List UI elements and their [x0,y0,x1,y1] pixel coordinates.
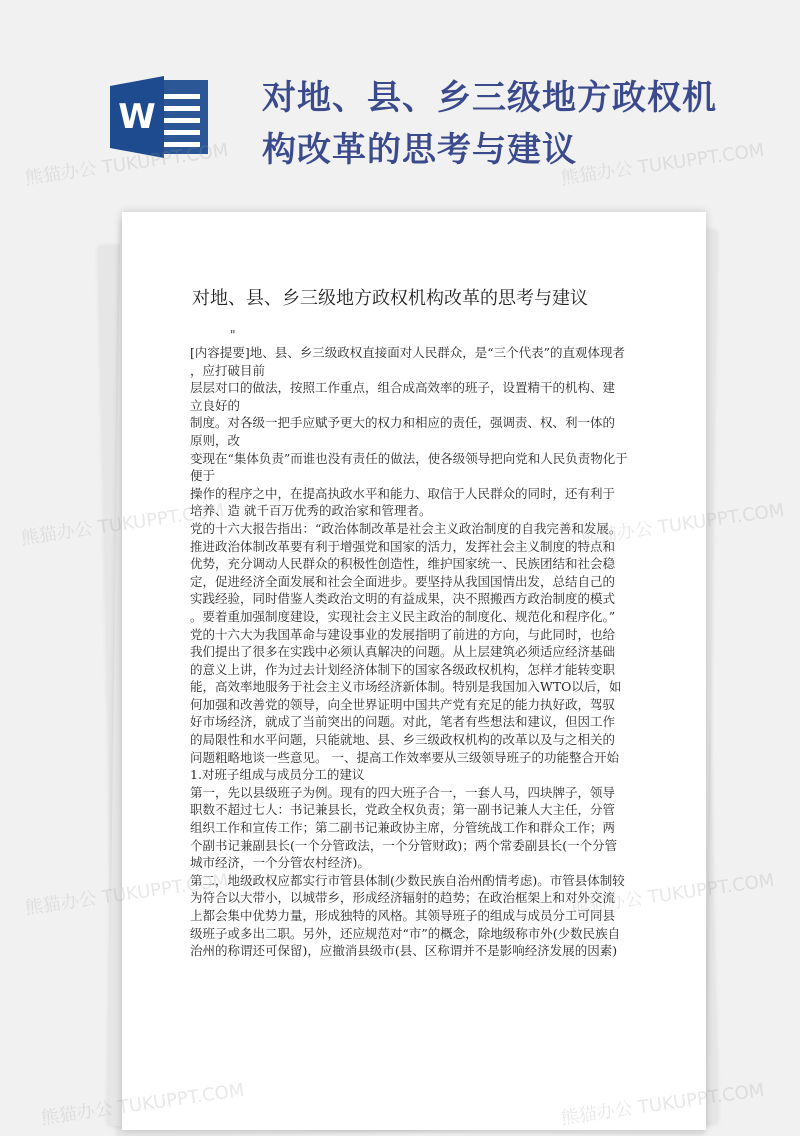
body-line: 上都会集中优势力量，形成独特的风格。其领导班子的组成与成员分工可同县 [190,908,616,923]
body-line: 。要着重加强制度建设，实现社会主义民主政治的制度化、规范化和程序化。” [190,608,616,624]
body-line: 组织工作和宣传工作；第二副书记兼政协主席，分管统战工作和群众工作；两 [190,820,616,836]
watermark: 熊猫办公 TUKUPPT.COM [23,869,230,920]
body-line: 个副书记兼副县长(一个分管政法，一个分管财政)；两个常委副县长(一个分管 [190,837,618,853]
body-line: 第二，地级政权应都实行市管县体制(少数民族自治州酌情考虑)。市管县体制较 [190,872,625,888]
page-header [0,0,800,200]
header-title-line-2: 构改革的思考与建议 [262,130,577,170]
watermark: 熊猫办公 TUKUPPT.COM [559,1079,766,1130]
document-title: 对地、县、乡三级地方政权机构改革的思考与建议 [192,288,588,309]
body-line: 的局限性和水平问题，只能就地、县、乡三级政权机构的改革以及与之相关的 [190,732,616,748]
body-line: 便于 [190,468,216,484]
body-line: 第一，先以县级班子为例。现有的四大班子合一，一套人马，四块牌子，领导 [190,784,616,800]
body-line: 职数不超过七人：书记兼县长，党政全权负责；第一副书记兼人大主任，分管 [190,802,616,818]
body-line: 治州的称谓还可保留)，应撤消县级市(县、区称谓并不是影响经济发展的因素) [190,943,618,959]
watermark: 熊猫办公 TUKUPPT.COM [569,869,776,920]
body-line: 党的十六大报告指出：“政治体制改革是社会主义政治制度的自我完善和发展。 [190,520,622,536]
body-line: [内容提要]地、县、乡三级政权直接面对人民群众，是“三个代表”的直观体现者 [190,345,626,360]
header-title [262,72,732,176]
body-line: 能，高效率地服务于社会主义市场经济新体制。特别是我国加入WTO以后，如 [190,679,622,695]
document-page [122,212,706,1130]
body-line: 操作的程序之中，在提高执政水平和能力、取信于人民群众的同时，还有利于 [190,485,616,501]
body-line: 定，促进经济全面发展和社会全面进步。要坚持从我国国情出发，总结自己的 [190,573,616,589]
body-line: 立良好的 [190,397,241,413]
word-icon [108,72,212,162]
body-line: 好市场经济，就成了当前突出的问题。对此，笔者有些想法和建议，但因工作 [190,714,616,730]
body-line: 推进政治体制改革要有利于增强党和国家的活力，发挥社会主义制度的特点和 [190,538,616,554]
body-line: 层层对口的做法，按照工作重点，组合成高效率的班子，设置精干的机构、建 [190,380,616,396]
body-line: 原则，改 [190,432,241,448]
body-line: 实践经验，同时借鉴人类政治文明的有益成果，决不照搬西方政治制度的模式 [190,591,616,607]
body-line: 党的十六大为我国革命与建设事业的发展指明了前进的方向，与此同时，也给 [190,626,616,642]
body-line: 为符合以大带小，以城带乡，形成经济辐射的趋势；在政治框架上和对外交流 [190,890,616,906]
body-line: 1.对班子组成与成员分工的建议 [190,767,365,783]
body-line: 何加强和改善党的领导，向全世界证明中国共产党有充足的能力执好政，驾驭 [190,696,616,712]
body-line: 城市经济，一个分管农村经济)。 [190,855,370,871]
body-line: 的意义上讲，作为过去计划经济体制下的国家各级政权机构，怎样才能转变职 [190,661,616,677]
body-line: 级班子或多出二职。另外，还应规范对“市”的概念，除地级称市外(少数民族自 [190,925,621,941]
body-line: 制度。对各级一把手应赋予更大的权力和相应的责任，强调责、权、利一体的 [190,415,616,431]
quote-mark: " [230,328,236,342]
watermark: 熊猫办公 TUKUPPT.COM [39,1079,246,1130]
watermark: 熊猫办公 TUKUPPT.COM [579,499,786,550]
header-title-line-1: 对地、县、乡三级地方政权机 [262,78,717,118]
body-line: 优势，充分调动人民群众的积极性创造性，维护国家统一、民族团结和社会稳 [190,556,616,572]
document-body [190,344,634,960]
watermark: 熊猫办公 TUKUPPT.COM [19,499,226,550]
body-line: 问题粗略地谈一些意见。 一、提高工作效率要从三级领导班子的功能整合开始 [190,749,619,765]
word-icon-letter: W [118,97,156,137]
body-line: 变现在“集体负责”而谁也没有责任的做法，使各级领导把向党和人民负责物化于 [190,450,628,466]
watermark: 熊猫办公 TUKUPPT.COM [559,139,766,190]
watermark: 熊猫办公 TUKUPPT.COM [23,139,230,190]
body-line: 我们提出了很多在实践中必须认真解决的问题。从上层建筑必须适应经济基础 [190,644,616,660]
body-line: ，应打破目前 [190,362,266,378]
body-line: 培养、造 就千百万优秀的政治家和管理者。 [190,503,432,519]
